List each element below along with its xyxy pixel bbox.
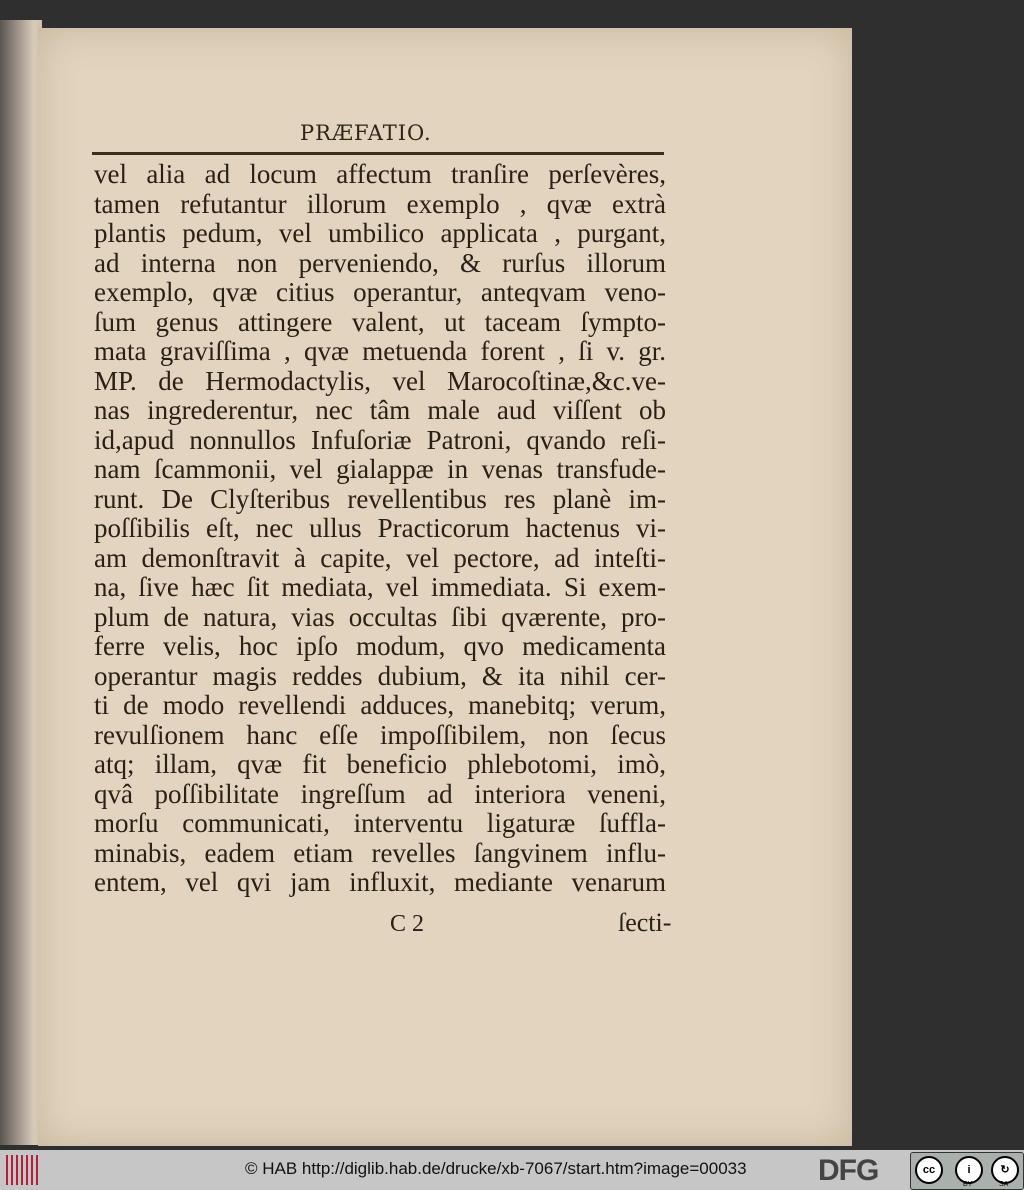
cc-license-badge[interactable] [910,1152,1024,1190]
text-line: ad interna non perveniendo, & rurſus illorum [94,248,666,278]
text-line: qvâ poſſibilitate ingreſſum ad interiora veneni, [94,779,666,809]
text-line: plantis pedum, vel umbilico applicata , purgant, [94,219,666,248]
text-line: vel alia ad locum affectum tranſire perſevères, [94,160,666,189]
text-line: ferre velis, hoc ipſo modum, qvo medicamenta [94,632,666,661]
text-line: tamen refutantur illorum exemplo , qvæ extrà [94,189,666,219]
text-line: entem, vel qvi jam influxit, mediante venarum [94,868,666,897]
signature-mark: C 2 [390,911,425,937]
text-line: mata graviſſima , qvæ metuenda forent , ſi v. gr. [94,337,666,366]
text-line: plum de natura, vias occultas ſibi qværente, pro- [94,602,666,632]
text-line: atq; illam, qvæ fit beneficio phlebotomi, imò, [94,750,666,779]
text-line: runt. De Clyſteribus revellentibus res planè im- [94,484,666,514]
text-line: ti de modo revellendi adduces, manebitq; verum, [94,691,666,720]
text-line: poſſibilis eſt, nec ullus Practicorum hactenus vi- [94,514,666,543]
catchword: ſecti- [618,908,672,937]
adjacent-pages-edge [0,20,42,1145]
by-icon: i [955,1156,983,1184]
hab-logo-icon [6,1155,40,1185]
text-line: MP. de Hermodactylis, vel Marocoſtinæ,&c.ve- [94,366,666,396]
header-rule [92,152,664,155]
text-line: na, ſive hæc ſit mediata, vel immediata. Si exem- [94,573,666,602]
text-line: nam ſcammonii, vel gialappæ in venas transfude- [94,455,666,484]
text-line: id,apud nonnullos Infuſoriæ Patroni, qvando reſi- [94,425,666,455]
body-text [94,160,666,898]
text-line: minabis, eadem etiam revelles ſangvinem influ- [94,838,666,868]
sa-label: SA [999,1181,1009,1188]
text-line: revulſionem hanc eſſe impoſſibilem, non ſecus [94,720,666,750]
by-label: BY [963,1181,973,1188]
dfg-logo: DFG [818,1154,879,1187]
cc-icon: cc [915,1156,943,1184]
text-line: exemplo, qvæ citius operantur, anteqvam veno- [94,278,666,307]
text-line: ſum genus attingere valent, ut taceam ſympto- [94,307,666,337]
footer-bar [0,1150,1024,1190]
credit-link[interactable]: © HAB http://diglib.hab.de/drucke/xb-7067/start.htm?image=00033 [245,1159,747,1178]
text-line: operantur magis reddes dubium, & ita nihil cer- [94,661,666,691]
sa-icon: ↻ [991,1156,1019,1184]
text-line: nas ingrederentur, nec tâm male aud viſſent ob [94,396,666,425]
text-line: am demonſtravit à capite, vel pectore, ad inteſti- [94,543,666,573]
text-line: morſu communicati, interventu ligaturæ ſuffla- [94,809,666,838]
running-head: PRÆFATIO. [300,121,432,145]
